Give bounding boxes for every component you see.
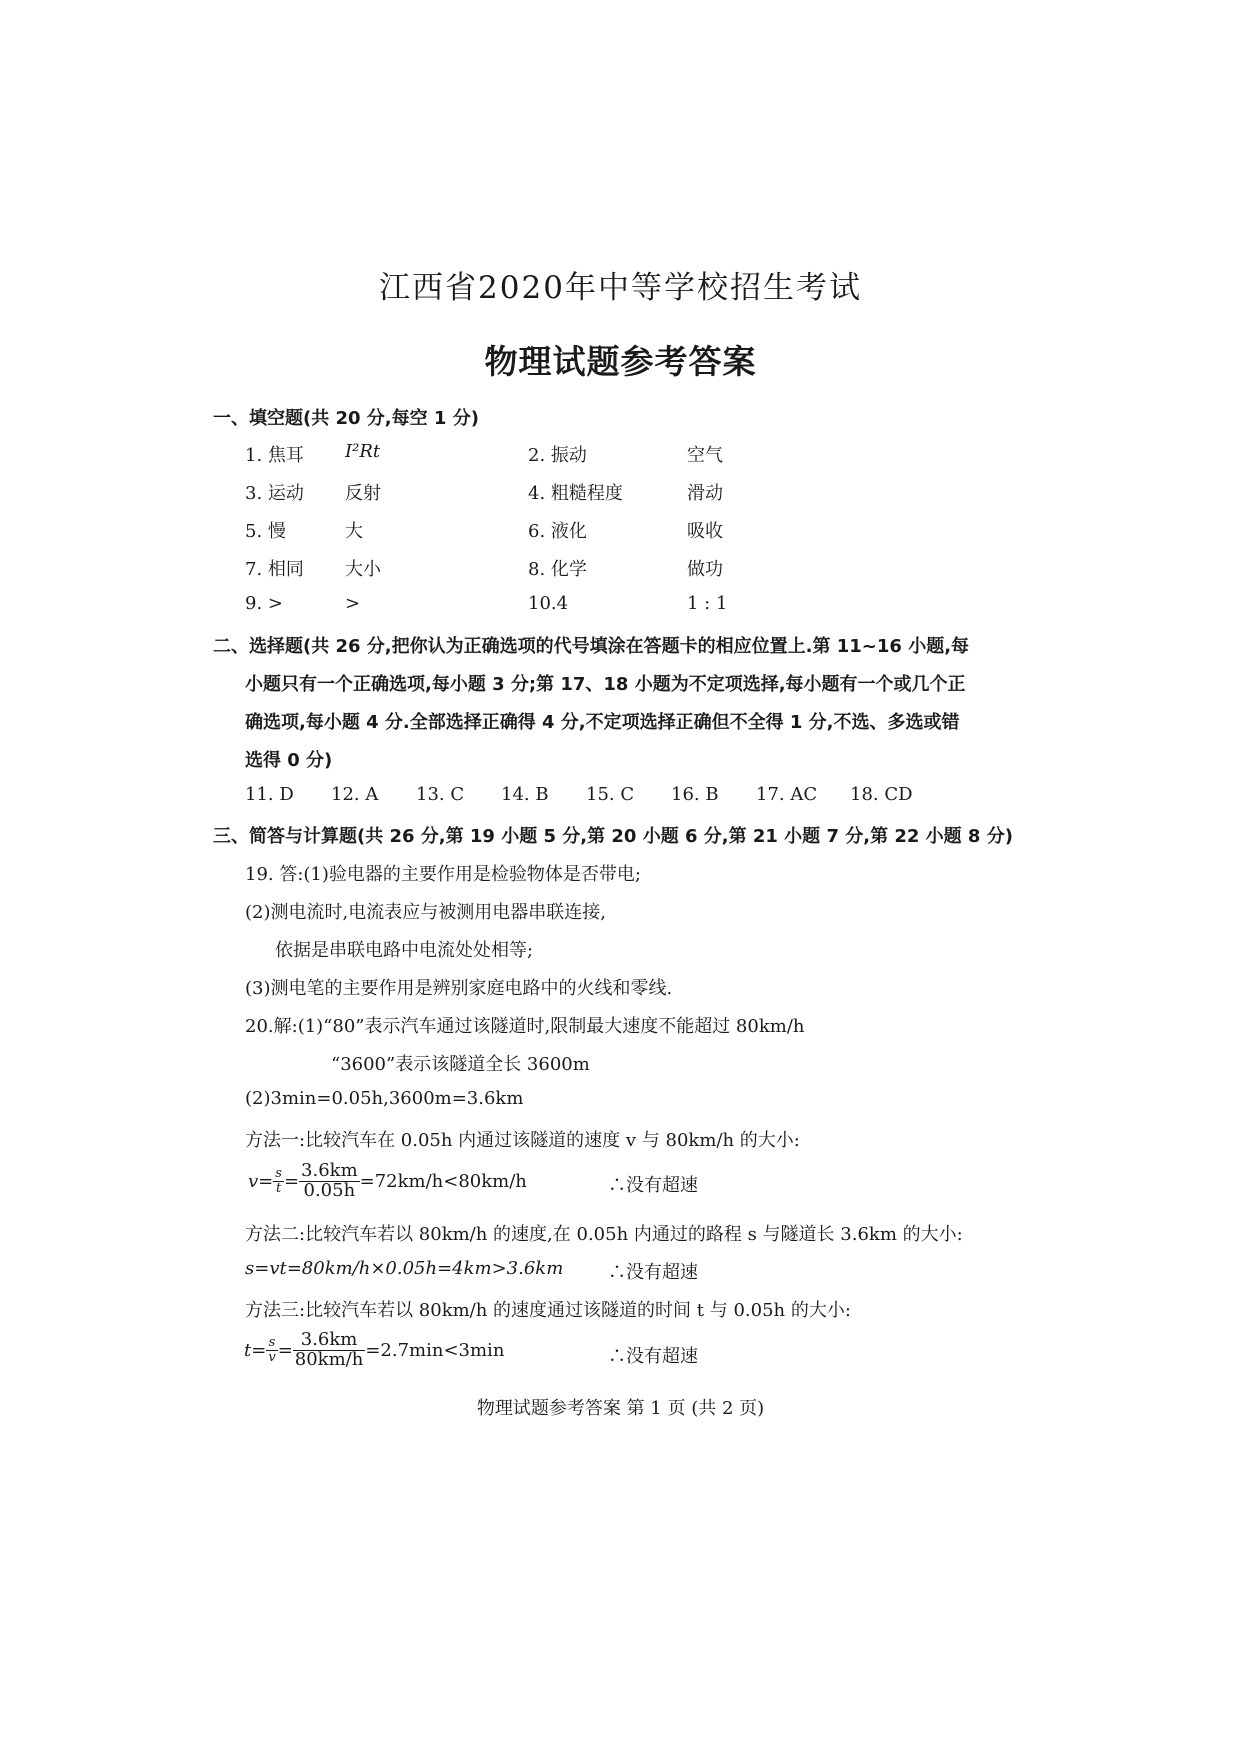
formula-time (244, 1331, 504, 1370)
answer-cell: 9. > (245, 593, 283, 614)
formula-equals: = (277, 1339, 293, 1361)
answer-cell: I²Rt (345, 441, 381, 462)
formula-equals: = (283, 1170, 300, 1192)
fraction-denominator: 0.05h (303, 1179, 356, 1201)
choice-answer: 11. D (245, 784, 294, 805)
section2-heading: 二、选择题(共 26 分,把你认为正确选项的代号填涂在答题卡的相应位置上.第 11~16 小题,每 (213, 636, 970, 657)
fraction-numerator: s (275, 1166, 282, 1182)
choice-answer: 14. B (501, 784, 549, 805)
answer-cell: 8. 化学 (528, 559, 587, 580)
formula-lhs: v= (248, 1170, 274, 1192)
fraction-denominator: v (268, 1349, 276, 1365)
answer-cell: 吸收 (687, 521, 723, 542)
fraction-denominator: 80km/h (294, 1348, 364, 1370)
choice-answer: 12. A (331, 784, 379, 805)
section1-heading: 一、填空题(共 20 分,每空 1 分) (213, 408, 479, 429)
answer-cell: 6. 液化 (528, 521, 587, 542)
answer-cell: 1 : 1 (687, 593, 728, 614)
formula-speed (248, 1162, 527, 1201)
formula-rhs: =2.7min<3min (365, 1339, 505, 1361)
answer-cell: 1. 焦耳 (245, 445, 304, 466)
answer-cell: 7. 相同 (245, 559, 304, 580)
answer-cell: > (345, 593, 361, 614)
formula-distance: s=vt=80km/h×0.05h=4km>3.6km (245, 1258, 564, 1279)
formula-lhs: t= (244, 1339, 267, 1361)
q20-method2: 方法二:比较汽车若以 80km/h 的速度,在 0.05h 内通过的路程 s 与隧道长 3.6km 的大小: (245, 1224, 963, 1245)
choice-answer: 13. C (416, 784, 465, 805)
answer-cell: 空气 (687, 445, 723, 466)
answer-cell: 做功 (687, 559, 723, 580)
section3-heading: 三、简答与计算题(共 26 分,第 19 小题 5 分,第 20 小题 6 分,第 21 小题 7 分,第 22 小题 8 分) (213, 826, 1013, 847)
q20-method3: 方法三:比较汽车若以 80km/h 的速度通过该隧道的时间 t 与 0.05h 的大小: (245, 1300, 851, 1321)
answer-cell: 5. 慢 (245, 521, 286, 542)
answer-cell: 2. 振动 (528, 445, 587, 466)
answer-cell: 滑动 (687, 483, 723, 504)
fraction (293, 1331, 366, 1370)
conclusion: ∴没有超速 (608, 1262, 698, 1283)
q20-line: (2)3min=0.05h,3600m=3.6km (245, 1088, 524, 1109)
choice-answer: 18. CD (850, 784, 913, 805)
q19-line: (3)测电笔的主要作用是辨别家庭电路中的火线和零线. (245, 978, 673, 999)
q19-line: 19. 答:(1)验电器的主要作用是检验物体是否带电; (245, 864, 641, 885)
formula-rhs: =72km/h<80km/h (359, 1170, 527, 1192)
fraction (273, 1167, 284, 1195)
q19-line: 依据是串联电路中电流处处相等; (275, 940, 534, 961)
document-title: 物理试题参考答案 (484, 342, 757, 381)
q20-line: “3600”表示该隧道全长 3600m (331, 1054, 590, 1075)
section2-desc-line: 选得 0 分) (245, 750, 333, 771)
fraction-numerator: 3.6km (301, 1160, 358, 1181)
choice-answer: 17. AC (756, 784, 818, 805)
choice-answer: 15. C (586, 784, 635, 805)
answer-cell: 大 (345, 521, 363, 542)
fraction-numerator: s (266, 1336, 277, 1351)
answer-cell: 3. 运动 (245, 483, 304, 504)
page-footer: 物理试题参考答案 第 1 页 (共 2 页) (476, 1398, 765, 1419)
answer-cell: 4. 粗糙程度 (528, 483, 623, 504)
answer-cell: 大小 (345, 559, 381, 580)
conclusion: ∴没有超速 (608, 1346, 698, 1367)
q19-line: (2)测电流时,电流表应与被测用电器串联连接, (245, 902, 606, 923)
q20-method1: 方法一:比较汽车在 0.05h 内通过该隧道的速度 v 与 80km/h 的大小: (245, 1130, 800, 1151)
answer-cell: 反射 (345, 483, 381, 504)
conclusion: ∴没有超速 (608, 1175, 698, 1196)
fraction-numerator: 3.6km (293, 1331, 366, 1351)
q20-line: 20.解:(1)“80”表示汽车通过该隧道时,限制最大速度不能超过 80km/h (245, 1016, 805, 1037)
section2-desc-line: 小题只有一个正确选项,每小题 3 分;第 17、18 小题为不定项选择,每小题有一个或几个正 (245, 674, 966, 695)
section2-desc-line: 确选项,每小题 4 分.全部选择正确得 4 分,不定项选择正确但不全得 1 分,不选、多选或错 (245, 712, 960, 733)
fraction (299, 1162, 360, 1201)
fraction (266, 1336, 277, 1364)
choice-answer: 16. B (671, 784, 719, 805)
fraction-denominator: t (275, 1180, 282, 1196)
answer-cell: 10.4 (528, 593, 569, 614)
exam-title: 江西省2020年中等学校招生考试 (379, 270, 862, 306)
